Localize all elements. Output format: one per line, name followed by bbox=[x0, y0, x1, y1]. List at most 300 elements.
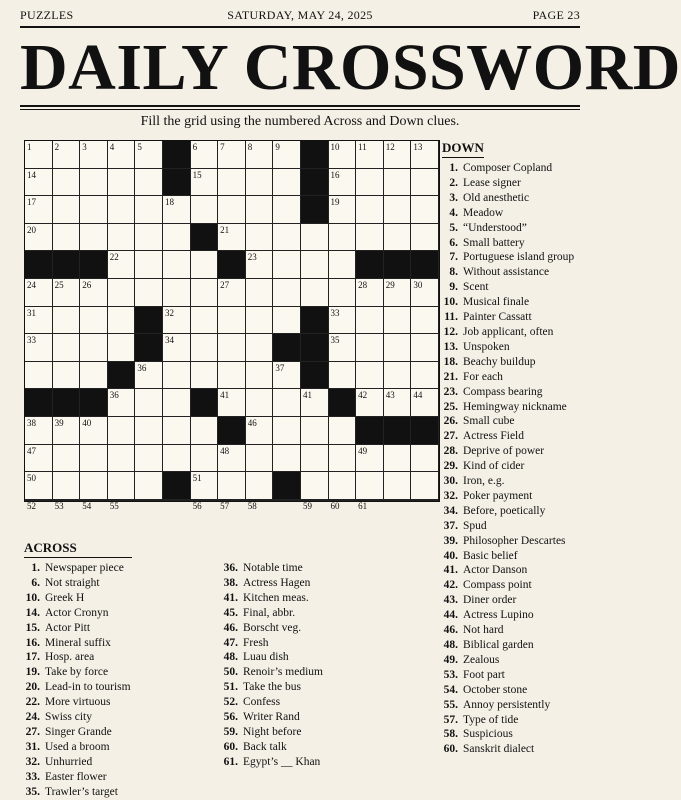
clue-item[interactable] bbox=[442, 265, 592, 280]
grid-cell[interactable] bbox=[80, 472, 108, 500]
clue-item[interactable] bbox=[442, 668, 592, 683]
clue-item[interactable] bbox=[442, 161, 592, 176]
clue-item[interactable] bbox=[442, 385, 592, 400]
clue-item[interactable] bbox=[442, 698, 592, 713]
clue-item-number: 29. bbox=[443, 460, 458, 473]
grid-cell[interactable] bbox=[53, 500, 81, 511]
grid-cell[interactable] bbox=[384, 307, 412, 335]
grid-cell[interactable] bbox=[53, 279, 81, 307]
grid-cell[interactable] bbox=[108, 141, 136, 169]
clue-number: 8 bbox=[247, 142, 253, 152]
grid-cell[interactable] bbox=[273, 307, 301, 335]
grid-cell[interactable] bbox=[384, 224, 412, 252]
grid-cell[interactable] bbox=[191, 417, 219, 445]
grid-cell[interactable] bbox=[80, 169, 108, 197]
grid-cell[interactable] bbox=[135, 169, 163, 197]
grid-cell[interactable] bbox=[246, 141, 274, 169]
grid-cell[interactable] bbox=[108, 472, 136, 500]
clue-item[interactable] bbox=[24, 770, 214, 785]
grid-cell[interactable] bbox=[191, 169, 219, 197]
grid-cell[interactable] bbox=[411, 224, 439, 252]
grid-cell[interactable] bbox=[218, 169, 246, 197]
clue-number: 47 bbox=[27, 445, 36, 456]
clue-item[interactable] bbox=[24, 785, 214, 800]
clue-item[interactable] bbox=[442, 176, 592, 191]
grid-cell[interactable] bbox=[53, 307, 81, 335]
clue-item[interactable] bbox=[222, 710, 442, 725]
grid-cell[interactable] bbox=[218, 279, 246, 307]
grid-cell[interactable] bbox=[356, 500, 384, 511]
clue-item-number: 27. bbox=[443, 430, 458, 443]
grid-cell[interactable] bbox=[108, 279, 136, 307]
grid-cell[interactable] bbox=[246, 196, 274, 224]
clue-item[interactable] bbox=[24, 621, 214, 636]
grid-cell[interactable] bbox=[384, 141, 412, 169]
clue-item[interactable] bbox=[442, 608, 592, 623]
grid-cell[interactable] bbox=[411, 362, 439, 390]
clue-item[interactable] bbox=[442, 474, 592, 489]
grid-cell[interactable] bbox=[25, 196, 53, 224]
clue-item-text: Not hard bbox=[463, 624, 504, 637]
clue-item[interactable] bbox=[442, 489, 592, 504]
grid-cell[interactable] bbox=[25, 224, 53, 252]
clue-item-number: 24. bbox=[25, 711, 40, 724]
grid-cell[interactable] bbox=[273, 279, 301, 307]
clue-item-number: 1. bbox=[31, 562, 40, 574]
grid-cell[interactable] bbox=[273, 389, 301, 417]
grid-cell[interactable] bbox=[53, 445, 81, 473]
clue-item-text: Hemingway nickname bbox=[463, 400, 567, 413]
masthead-title: DAILY CROSSWORD bbox=[20, 31, 681, 104]
grid-cell[interactable] bbox=[25, 279, 53, 307]
grid-cell[interactable] bbox=[301, 500, 329, 511]
clue-item-number: 12. bbox=[443, 325, 458, 338]
grid-cell[interactable] bbox=[135, 417, 163, 445]
grid-cell[interactable] bbox=[273, 362, 301, 390]
grid-cell[interactable] bbox=[108, 307, 136, 335]
clue-number: 42 bbox=[358, 390, 368, 401]
grid-cell[interactable] bbox=[411, 169, 439, 197]
clue-item[interactable] bbox=[222, 636, 442, 651]
clue-number: 33 bbox=[330, 307, 340, 318]
clue-item[interactable] bbox=[222, 695, 442, 710]
grid-block bbox=[135, 500, 163, 501]
grid-cell[interactable] bbox=[53, 196, 81, 224]
grid-cell[interactable] bbox=[246, 334, 274, 362]
clue-item-text: Basic belief bbox=[463, 549, 518, 562]
grid-cell[interactable] bbox=[411, 196, 439, 224]
grid-cell[interactable] bbox=[246, 500, 274, 511]
grid-cell[interactable] bbox=[356, 196, 384, 224]
grid-cell[interactable] bbox=[191, 141, 219, 169]
clue-item[interactable] bbox=[442, 578, 592, 593]
clue-item[interactable] bbox=[442, 504, 592, 519]
clue-item[interactable] bbox=[222, 621, 442, 636]
grid-cell[interactable] bbox=[246, 224, 274, 252]
clue-item-number: 52. bbox=[223, 696, 238, 709]
clue-item-text: Small cube bbox=[463, 415, 515, 428]
grid-cell[interactable] bbox=[411, 389, 439, 417]
grid-cell[interactable] bbox=[163, 279, 191, 307]
clue-item-number: 11. bbox=[444, 311, 458, 324]
grid-cell[interactable] bbox=[329, 362, 357, 390]
clue-item[interactable] bbox=[222, 725, 442, 740]
clue-number: 35 bbox=[330, 335, 340, 346]
clue-item[interactable] bbox=[442, 638, 592, 653]
grid-cell[interactable] bbox=[108, 196, 136, 224]
grid-cell[interactable] bbox=[273, 196, 301, 224]
grid-cell[interactable] bbox=[273, 417, 301, 445]
clue-item-number: 38. bbox=[223, 576, 238, 589]
grid-cell[interactable] bbox=[135, 224, 163, 252]
clue-item[interactable] bbox=[442, 563, 592, 578]
grid-cell[interactable] bbox=[273, 224, 301, 252]
grid-cell[interactable] bbox=[191, 251, 219, 279]
clue-item[interactable] bbox=[442, 414, 592, 429]
clue-item-text: Greek H bbox=[45, 591, 85, 604]
grid-cell[interactable] bbox=[163, 307, 191, 335]
grid-cell[interactable] bbox=[218, 196, 246, 224]
clue-number: 59 bbox=[302, 500, 312, 511]
grid-cell[interactable] bbox=[246, 251, 274, 279]
grid-cell[interactable] bbox=[356, 334, 384, 362]
grid-cell[interactable] bbox=[356, 141, 384, 169]
grid-cell[interactable] bbox=[246, 279, 274, 307]
clue-item-number: 30. bbox=[443, 475, 458, 488]
grid-cell[interactable] bbox=[329, 334, 357, 362]
clue-number: 51 bbox=[192, 473, 202, 484]
grid-cell[interactable] bbox=[301, 279, 329, 307]
clue-number: 37 bbox=[275, 362, 285, 373]
grid-cell[interactable] bbox=[25, 334, 53, 362]
grid-cell[interactable] bbox=[384, 472, 412, 500]
grid-cell[interactable] bbox=[191, 472, 219, 500]
grid-cell[interactable] bbox=[108, 334, 136, 362]
grid-cell[interactable] bbox=[329, 169, 357, 197]
grid-cell[interactable] bbox=[218, 389, 246, 417]
grid-cell[interactable] bbox=[191, 500, 219, 511]
clue-number: 25 bbox=[54, 279, 64, 290]
grid-cell[interactable] bbox=[25, 141, 53, 169]
clue-item-text: Old anesthetic bbox=[463, 191, 530, 204]
grid-cell[interactable] bbox=[356, 362, 384, 390]
grid-block bbox=[301, 196, 329, 224]
grid-cell[interactable] bbox=[25, 307, 53, 335]
clue-item-number: 23. bbox=[443, 385, 458, 398]
clue-item[interactable] bbox=[24, 650, 214, 665]
grid-cell[interactable] bbox=[273, 169, 301, 197]
clue-number: 3 bbox=[82, 142, 87, 152]
clue-item[interactable] bbox=[442, 280, 592, 295]
grid-cell[interactable] bbox=[108, 224, 136, 252]
grid-cell[interactable] bbox=[411, 279, 439, 307]
grid-cell[interactable] bbox=[273, 141, 301, 169]
grid-cell[interactable] bbox=[329, 196, 357, 224]
clue-number: 53 bbox=[54, 500, 64, 511]
grid-cell[interactable] bbox=[411, 445, 439, 473]
grid-cell[interactable] bbox=[191, 307, 219, 335]
grid-cell[interactable] bbox=[25, 500, 53, 511]
grid-cell[interactable] bbox=[80, 334, 108, 362]
grid-cell[interactable] bbox=[218, 472, 246, 500]
grid-cell[interactable] bbox=[108, 445, 136, 473]
grid-cell[interactable] bbox=[356, 169, 384, 197]
grid-cell[interactable] bbox=[163, 334, 191, 362]
grid-cell[interactable] bbox=[218, 334, 246, 362]
clue-number: 28 bbox=[358, 279, 368, 290]
grid-cell[interactable] bbox=[246, 169, 274, 197]
grid-cell[interactable] bbox=[329, 224, 357, 252]
grid-cell[interactable] bbox=[80, 196, 108, 224]
clue-item[interactable] bbox=[24, 695, 214, 710]
grid-cell[interactable] bbox=[246, 417, 274, 445]
grid-cell[interactable] bbox=[163, 417, 191, 445]
clue-number: 34 bbox=[164, 335, 174, 346]
clue-item[interactable] bbox=[222, 740, 442, 755]
clue-item-text: Lease signer bbox=[463, 176, 521, 189]
grid-cell[interactable] bbox=[384, 169, 412, 197]
clue-item-text: Final, abbr. bbox=[243, 606, 296, 619]
clue-item[interactable] bbox=[24, 710, 214, 725]
grid-cell[interactable] bbox=[53, 472, 81, 500]
grid-cell[interactable] bbox=[411, 307, 439, 335]
clue-item[interactable] bbox=[24, 591, 214, 606]
clue-item[interactable] bbox=[222, 755, 442, 770]
grid-cell[interactable] bbox=[301, 445, 329, 473]
grid-cell[interactable] bbox=[301, 417, 329, 445]
clue-item[interactable] bbox=[222, 591, 442, 606]
grid-cell[interactable] bbox=[80, 279, 108, 307]
grid-cell[interactable] bbox=[163, 445, 191, 473]
grid-cell[interactable] bbox=[329, 445, 357, 473]
grid-cell[interactable] bbox=[356, 307, 384, 335]
clue-number: 41 bbox=[220, 390, 230, 401]
grid-cell[interactable] bbox=[191, 279, 219, 307]
clue-item[interactable] bbox=[442, 310, 592, 325]
grid-cell[interactable] bbox=[80, 445, 108, 473]
clue-item[interactable] bbox=[222, 606, 442, 621]
grid-cell[interactable] bbox=[384, 279, 412, 307]
grid-cell[interactable] bbox=[53, 417, 81, 445]
clue-item[interactable] bbox=[24, 576, 214, 591]
clue-item[interactable] bbox=[442, 713, 592, 728]
clue-item[interactable] bbox=[442, 534, 592, 549]
clue-item[interactable] bbox=[442, 429, 592, 444]
clue-item[interactable] bbox=[442, 295, 592, 310]
grid-cell[interactable] bbox=[356, 224, 384, 252]
grid-cell[interactable] bbox=[246, 472, 274, 500]
grid-cell[interactable] bbox=[218, 224, 246, 252]
clue-item[interactable] bbox=[24, 755, 214, 770]
clue-item[interactable] bbox=[442, 221, 592, 236]
clue-number: 60 bbox=[330, 500, 340, 511]
clue-item[interactable] bbox=[24, 636, 214, 651]
clue-item[interactable] bbox=[442, 593, 592, 608]
clue-item[interactable] bbox=[442, 325, 592, 340]
grid-cell[interactable] bbox=[108, 500, 136, 511]
grid-cell[interactable] bbox=[329, 472, 357, 500]
grid-cell[interactable] bbox=[218, 307, 246, 335]
grid-cell[interactable] bbox=[384, 445, 412, 473]
grid-cell[interactable] bbox=[246, 362, 274, 390]
grid-cell[interactable] bbox=[356, 389, 384, 417]
grid-cell[interactable] bbox=[301, 251, 329, 279]
grid-cell[interactable] bbox=[163, 362, 191, 390]
clue-item-number: 17. bbox=[25, 651, 40, 664]
clue-item[interactable] bbox=[442, 683, 592, 698]
grid-cell[interactable] bbox=[25, 445, 53, 473]
clue-item[interactable] bbox=[222, 650, 442, 665]
grid-cell[interactable] bbox=[108, 389, 136, 417]
grid-cell[interactable] bbox=[163, 389, 191, 417]
clue-item[interactable] bbox=[442, 653, 592, 668]
clue-item[interactable] bbox=[442, 742, 592, 757]
grid-cell[interactable] bbox=[135, 445, 163, 473]
grid-cell[interactable] bbox=[163, 224, 191, 252]
grid-cell[interactable] bbox=[191, 334, 219, 362]
grid-cell[interactable] bbox=[135, 196, 163, 224]
grid-cell[interactable] bbox=[384, 334, 412, 362]
clue-item-text: Sanskrit dialect bbox=[463, 743, 535, 756]
grid-cell[interactable] bbox=[356, 279, 384, 307]
clue-item[interactable] bbox=[24, 606, 214, 621]
grid-cell[interactable] bbox=[25, 417, 53, 445]
clue-number: 26 bbox=[82, 279, 92, 290]
clue-item[interactable] bbox=[442, 191, 592, 206]
grid-cell[interactable] bbox=[301, 389, 329, 417]
grid-cell[interactable] bbox=[53, 169, 81, 197]
clue-item[interactable] bbox=[442, 519, 592, 534]
clue-item[interactable] bbox=[222, 576, 442, 591]
grid-cell[interactable] bbox=[53, 362, 81, 390]
grid-cell[interactable] bbox=[329, 279, 357, 307]
grid-cell[interactable] bbox=[384, 500, 412, 501]
across-column-2 bbox=[222, 561, 442, 770]
clue-item[interactable] bbox=[442, 549, 592, 564]
grid-cell[interactable] bbox=[411, 500, 439, 501]
grid-cell[interactable] bbox=[384, 389, 412, 417]
clue-number: 15 bbox=[192, 169, 202, 180]
grid-block bbox=[25, 251, 53, 279]
clue-item[interactable] bbox=[442, 250, 592, 265]
grid-cell[interactable] bbox=[301, 224, 329, 252]
grid-cell[interactable] bbox=[411, 141, 439, 169]
grid-cell[interactable] bbox=[191, 445, 219, 473]
clue-item-number: 19. bbox=[25, 666, 40, 679]
grid-cell[interactable] bbox=[246, 307, 274, 335]
grid-cell[interactable] bbox=[218, 362, 246, 390]
grid-cell[interactable] bbox=[80, 141, 108, 169]
clue-item[interactable] bbox=[442, 459, 592, 474]
grid-cell[interactable] bbox=[135, 389, 163, 417]
clue-number: 12 bbox=[385, 142, 395, 152]
clue-item[interactable] bbox=[442, 370, 592, 385]
clue-item[interactable] bbox=[442, 236, 592, 251]
clue-item[interactable] bbox=[222, 561, 442, 576]
grid-cell[interactable] bbox=[329, 417, 357, 445]
grid-cell[interactable] bbox=[80, 417, 108, 445]
grid-cell[interactable] bbox=[411, 472, 439, 500]
clue-item[interactable] bbox=[24, 665, 214, 680]
clue-item-number: 51. bbox=[223, 681, 238, 694]
grid-cell[interactable] bbox=[329, 307, 357, 335]
grid-cell[interactable] bbox=[108, 417, 136, 445]
grid-cell[interactable] bbox=[273, 445, 301, 473]
grid-cell[interactable] bbox=[135, 251, 163, 279]
grid-cell[interactable] bbox=[356, 472, 384, 500]
grid-cell[interactable] bbox=[191, 362, 219, 390]
grid-cell[interactable] bbox=[218, 141, 246, 169]
grid-cell[interactable] bbox=[80, 224, 108, 252]
grid-cell[interactable] bbox=[411, 334, 439, 362]
grid-cell[interactable] bbox=[25, 362, 53, 390]
clue-item[interactable] bbox=[222, 680, 442, 695]
clue-item[interactable] bbox=[24, 740, 214, 755]
clue-item[interactable] bbox=[222, 665, 442, 680]
grid-cell[interactable] bbox=[135, 362, 163, 390]
clue-item[interactable] bbox=[24, 680, 214, 695]
grid-cell[interactable] bbox=[301, 472, 329, 500]
grid-cell[interactable] bbox=[329, 251, 357, 279]
clue-item-number: 60. bbox=[223, 740, 238, 753]
clue-item-text: Meadow bbox=[463, 206, 504, 219]
grid-cell[interactable] bbox=[25, 472, 53, 500]
grid-cell[interactable] bbox=[80, 500, 108, 511]
grid-cell[interactable] bbox=[135, 279, 163, 307]
clue-item[interactable] bbox=[442, 340, 592, 355]
grid-cell[interactable] bbox=[53, 141, 81, 169]
grid-cell[interactable] bbox=[108, 169, 136, 197]
grid-cell[interactable] bbox=[218, 445, 246, 473]
clue-item-text: Not straight bbox=[45, 576, 100, 589]
grid-cell[interactable] bbox=[53, 334, 81, 362]
grid-cell[interactable] bbox=[80, 362, 108, 390]
clue-item-number: 61. bbox=[223, 755, 238, 768]
clue-item[interactable] bbox=[442, 623, 592, 638]
grid-cell[interactable] bbox=[191, 196, 219, 224]
clue-item[interactable] bbox=[442, 444, 592, 459]
grid-cell[interactable] bbox=[356, 445, 384, 473]
grid-cell[interactable] bbox=[273, 251, 301, 279]
grid-cell[interactable] bbox=[53, 224, 81, 252]
clue-item[interactable] bbox=[24, 561, 214, 576]
clue-item[interactable] bbox=[442, 355, 592, 370]
crossword-grid[interactable] bbox=[24, 140, 440, 511]
clue-item[interactable] bbox=[442, 400, 592, 415]
grid-cell[interactable] bbox=[329, 500, 357, 511]
grid-cell[interactable] bbox=[384, 196, 412, 224]
clue-item-text: Beachy buildup bbox=[463, 355, 536, 368]
clue-item-text: Diner order bbox=[463, 594, 517, 607]
grid-cell[interactable] bbox=[80, 307, 108, 335]
grid-cell[interactable] bbox=[329, 141, 357, 169]
grid-cell[interactable] bbox=[163, 251, 191, 279]
clue-item[interactable] bbox=[442, 206, 592, 221]
grid-cell[interactable] bbox=[163, 196, 191, 224]
grid-cell[interactable] bbox=[384, 362, 412, 390]
grid-cell[interactable] bbox=[135, 472, 163, 500]
grid-cell[interactable] bbox=[218, 500, 246, 511]
grid-cell[interactable] bbox=[135, 141, 163, 169]
clue-item[interactable] bbox=[442, 727, 592, 742]
grid-cell[interactable] bbox=[246, 389, 274, 417]
clue-item[interactable] bbox=[24, 725, 214, 740]
grid-cell[interactable] bbox=[108, 251, 136, 279]
grid-cell[interactable] bbox=[246, 445, 274, 473]
grid-cell[interactable] bbox=[25, 169, 53, 197]
clue-item-text: Philosopher Descartes bbox=[463, 534, 566, 547]
page-header bbox=[20, 8, 580, 24]
